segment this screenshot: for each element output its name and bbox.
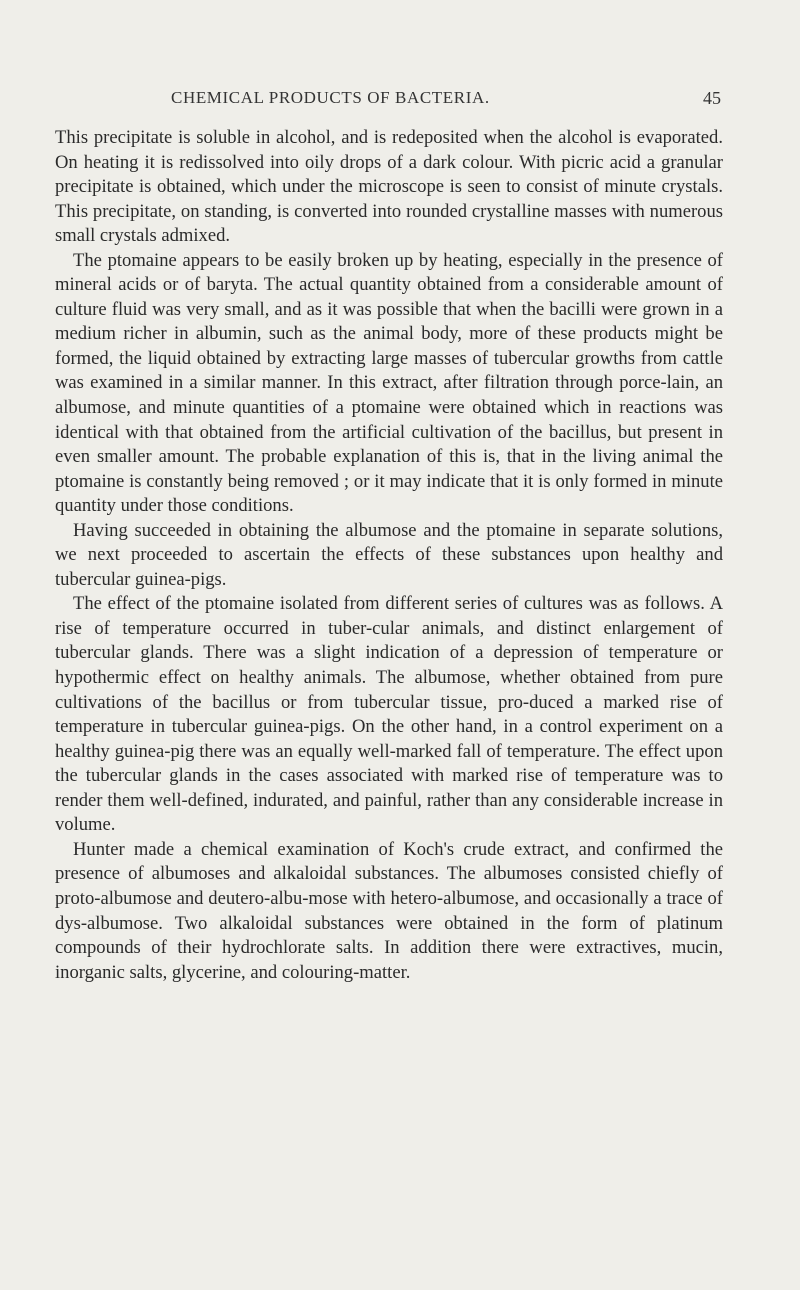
page-header	[171, 88, 721, 112]
page-number: 45	[703, 88, 721, 108]
paragraph: This precipitate is soluble in alcohol, and is redeposited when the alcohol is evaporated. On heating it is redissolved into oily drops of a dark colour. With picric acid a granular precipitate is obtained, which under the microscope is seen to consist of minute crystals. This precipitate, on standing, is converted into rounded crystalline masses with numerous small crystals admixed.	[55, 127, 723, 247]
paragraph: Hunter made a chemical examination of Koch's crude extract, and confirmed the presence of albumoses and alkaloidal substances. The albumoses consisted chiefly of proto-albumose and deutero-albu-mose with hetero-albumose, and occasionally a trace of dys-albumose. Two alkaloidal substances were obtained in the form of platinum compounds of their hydrochlorate salts. In addition there were extractives, mucin, inorganic salts, glycerine, and colouring-matter.	[55, 838, 723, 983]
paragraph: The ptomaine appears to be easily broken up by heating, especially in the presence of mineral acids or of baryta. The actual quantity obtained from a considerable amount of culture fluid was very small, and as it was possible that when the bacilli were grown in a medium richer in albumin, such as the animal body, more of these products might be formed, the liquid obtained by extracting large masses of tubercular growths from cattle was examined in a similar manner. In this extract, after filtration through porce-lain, an albumose, and minute quantities of a ptomaine were obtained which in reactions was identical with that obtained from the artificial cultivation of the bacillus, but present in even smaller amount. The probable explanation of this is, that in the living animal the ptomaine is constantly being removed ; or it may indicate that it is only formed in minute quantity under those conditions.	[55, 249, 723, 517]
paragraph: Having succeeded in obtaining the albumose and the ptomaine in separate solutions, we next proceeded to ascertain the effects of these substances upon healthy and tubercular guinea-pigs.	[55, 519, 723, 590]
body-text	[55, 126, 723, 985]
paragraph: The effect of the ptomaine isolated from different series of cultures was as follows. A rise of temperature occurred in tuber-cular animals, and distinct enlargement of tubercular glands. There was a slight indication of a depression of temperature or hypothermic effect on healthy animals. The albumose, whether obtained from pure cultivations of the bacillus or from tubercular tissue, pro-duced a marked rise of temperature in tubercular guinea-pigs. On the other hand, in a control experiment on a healthy guinea-pig there was an equally well-marked fall of temperature. The effect upon the tubercular glands in the cases associated with marked rise of temperature was to render them well-defined, indurated, and painful, rather than any considerable increase in volume.	[55, 593, 723, 836]
running-head: CHEMICAL PRODUCTS OF BACTERIA.	[171, 88, 490, 107]
